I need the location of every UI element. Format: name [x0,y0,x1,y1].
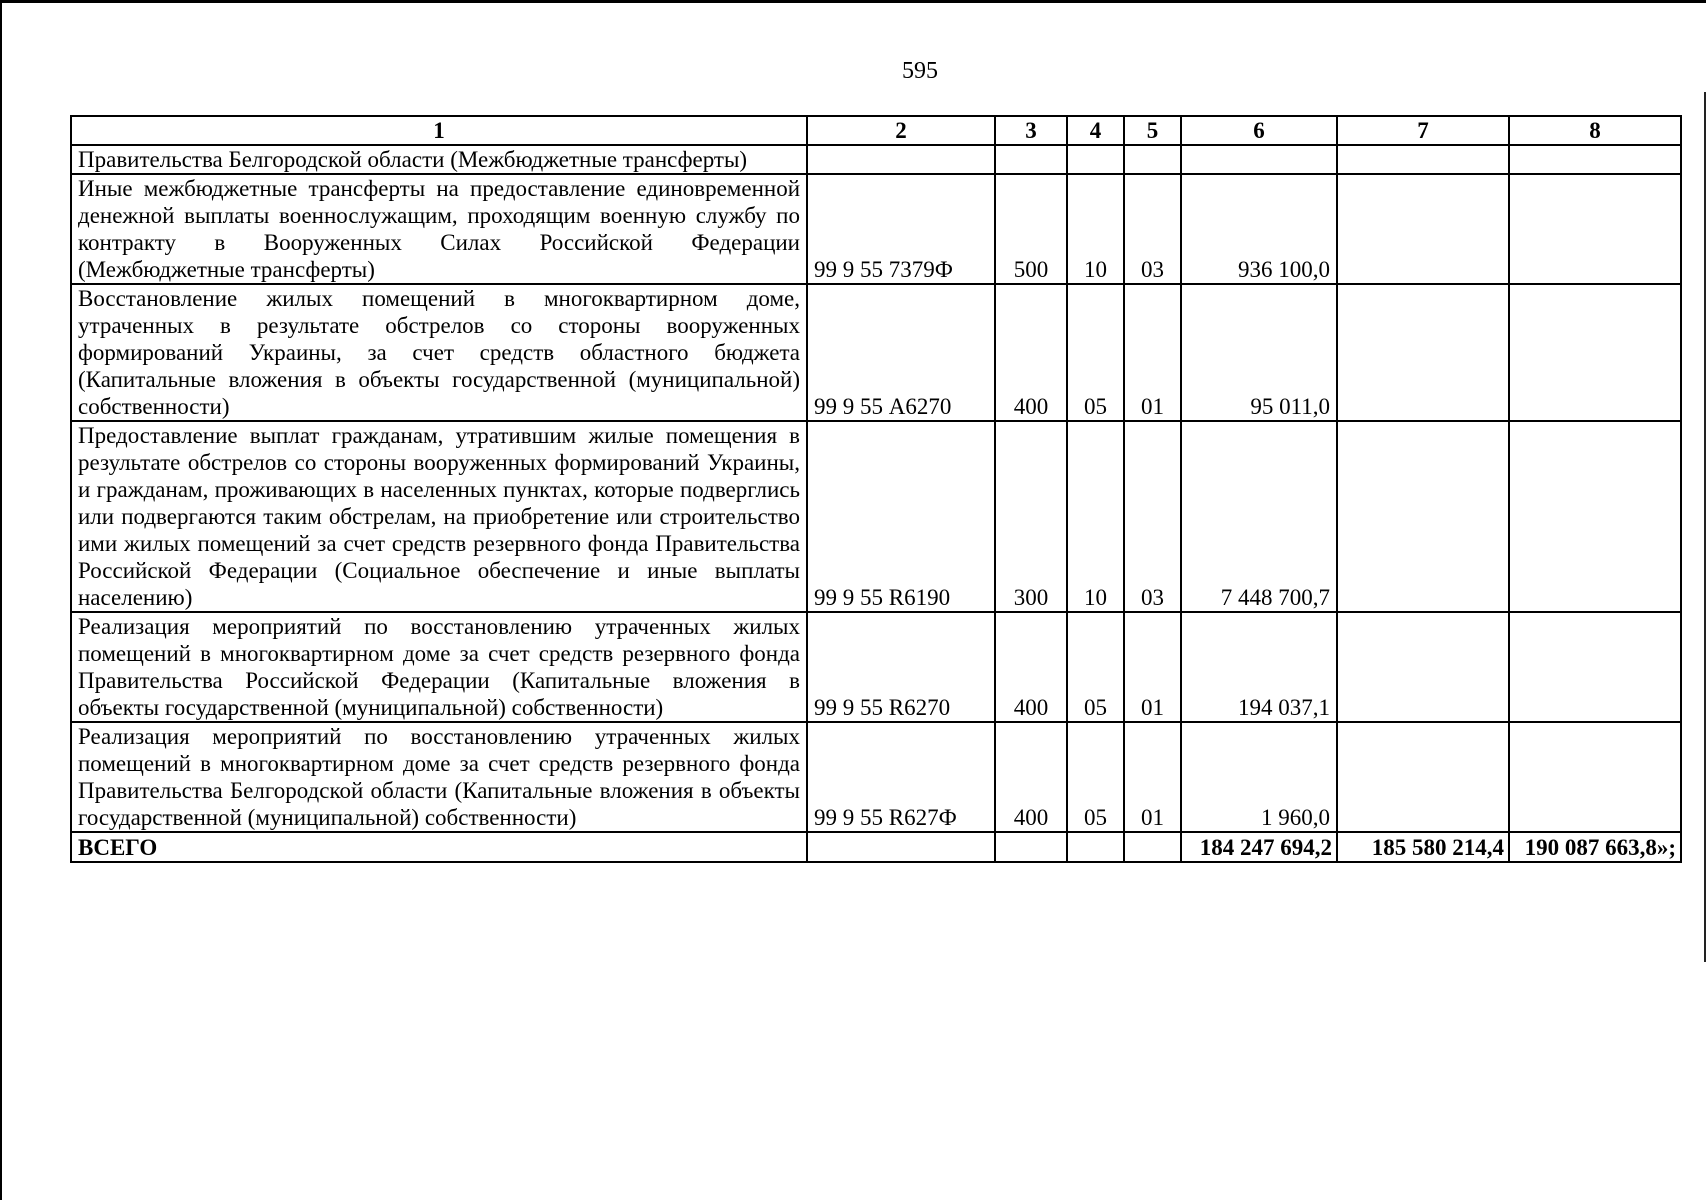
amount-col-7 [1337,174,1509,284]
section-code: 10 [1067,421,1124,612]
amount-col-7 [1337,145,1509,174]
column-header: 4 [1067,116,1124,145]
section-code: 05 [1067,284,1124,421]
column-header: 2 [807,116,995,145]
table-row [71,284,1681,421]
column-header: 1 [71,116,807,145]
amount-col-6: 936 100,0 [1181,174,1337,284]
section-code [1067,145,1124,174]
scan-border-left [0,0,2,1200]
section-code: 10 [1067,174,1124,284]
scan-border-top [0,0,1706,3]
section-code: 05 [1067,612,1124,722]
row-description: Иные межбюджетные трансферты на предоставление единовременной денежной выплаты военнослужащим, проходящим военную службу по контракту в Вооруженных Силах Российской Федерации (Межбюджетные трансферты) [71,174,807,284]
subsection-code: 01 [1124,284,1181,421]
table-row [71,722,1681,832]
budget-table [70,115,1682,863]
amount-col-6: 1 960,0 [1181,722,1337,832]
subsection-code: 03 [1124,421,1181,612]
empty-cell [1067,832,1124,862]
subsection-code: 01 [1124,612,1181,722]
target-article-code: 99 9 55 R627Ф [807,722,995,832]
column-header: 8 [1509,116,1681,145]
row-description: Реализация мероприятий по восстановлению утраченных жилых помещений в многоквартирном доме за счет средств резервного фонда Правительства Белгородской области (Капитальные вложения в объекты государственной (муниципальной) собственности) [71,722,807,832]
subsection-code [1124,145,1181,174]
amount-col-6 [1181,145,1337,174]
target-article-code: 99 9 55 7379Ф [807,174,995,284]
page-number: 595 [902,58,938,84]
row-description: Правительства Белгородской области (Межбюджетные трансферты) [71,145,807,174]
expense-type-code: 300 [995,421,1067,612]
table-row [71,612,1681,722]
total-label: ВСЕГО [71,832,807,862]
expense-type-code: 500 [995,174,1067,284]
amount-col-6: 194 037,1 [1181,612,1337,722]
subsection-code: 01 [1124,722,1181,832]
amount-col-6: 95 011,0 [1181,284,1337,421]
total-row [71,832,1681,862]
row-description: Реализация мероприятий по восстановлению утраченных жилых помещений в многоквартирном доме за счет средств резервного фонда Правительства Российской Федерации (Капитальные вложения в объекты государственной (муниципальной) собственности) [71,612,807,722]
expense-type-code: 400 [995,722,1067,832]
amount-col-8 [1509,421,1681,612]
column-header: 3 [995,116,1067,145]
amount-col-8 [1509,145,1681,174]
target-article-code: 99 9 55 R6270 [807,612,995,722]
expense-type-code [995,145,1067,174]
total-col-8: 190 087 663,8»; [1509,832,1681,862]
amount-col-7 [1337,722,1509,832]
subsection-code: 03 [1124,174,1181,284]
row-description: Предоставление выплат гражданам, утратившим жилые помещения в результате обстрелов со стороны вооруженных формирований Украины, и гражданам, проживающих в населенных пунктах, которые подверглись или подвергаются таким обстрелам, на приобретение или строительство ими жилых помещений за счет средств резервного фонда Правительства Российской Федерации (Социальное обеспечение и иные выплаты населению) [71,421,807,612]
section-code: 05 [1067,722,1124,832]
amount-col-8 [1509,722,1681,832]
target-article-code: 99 9 55 А6270 [807,284,995,421]
table-header-row [71,116,1681,145]
amount-col-8 [1509,174,1681,284]
column-header: 5 [1124,116,1181,145]
target-article-code: 99 9 55 R6190 [807,421,995,612]
row-description: Восстановление жилых помещений в многоквартирном доме, утраченных в результате обстрелов со стороны вооруженных формирований Украины, за счет средств областного бюджета (Капитальные вложения в объекты государственной (муниципальной) собственности) [71,284,807,421]
amount-col-8 [1509,612,1681,722]
column-header: 7 [1337,116,1509,145]
table-row [71,145,1681,174]
expense-type-code: 400 [995,284,1067,421]
empty-cell [995,832,1067,862]
target-article-code [807,145,995,174]
empty-cell [807,832,995,862]
table-row [71,174,1681,284]
empty-cell [1124,832,1181,862]
total-col-7: 185 580 214,4 [1337,832,1509,862]
column-header: 6 [1181,116,1337,145]
amount-col-6: 7 448 700,7 [1181,421,1337,612]
table-row [71,421,1681,612]
amount-col-7 [1337,612,1509,722]
amount-col-7 [1337,284,1509,421]
total-col-6: 184 247 694,2 [1181,832,1337,862]
amount-col-7 [1337,421,1509,612]
expense-type-code: 400 [995,612,1067,722]
amount-col-8 [1509,284,1681,421]
